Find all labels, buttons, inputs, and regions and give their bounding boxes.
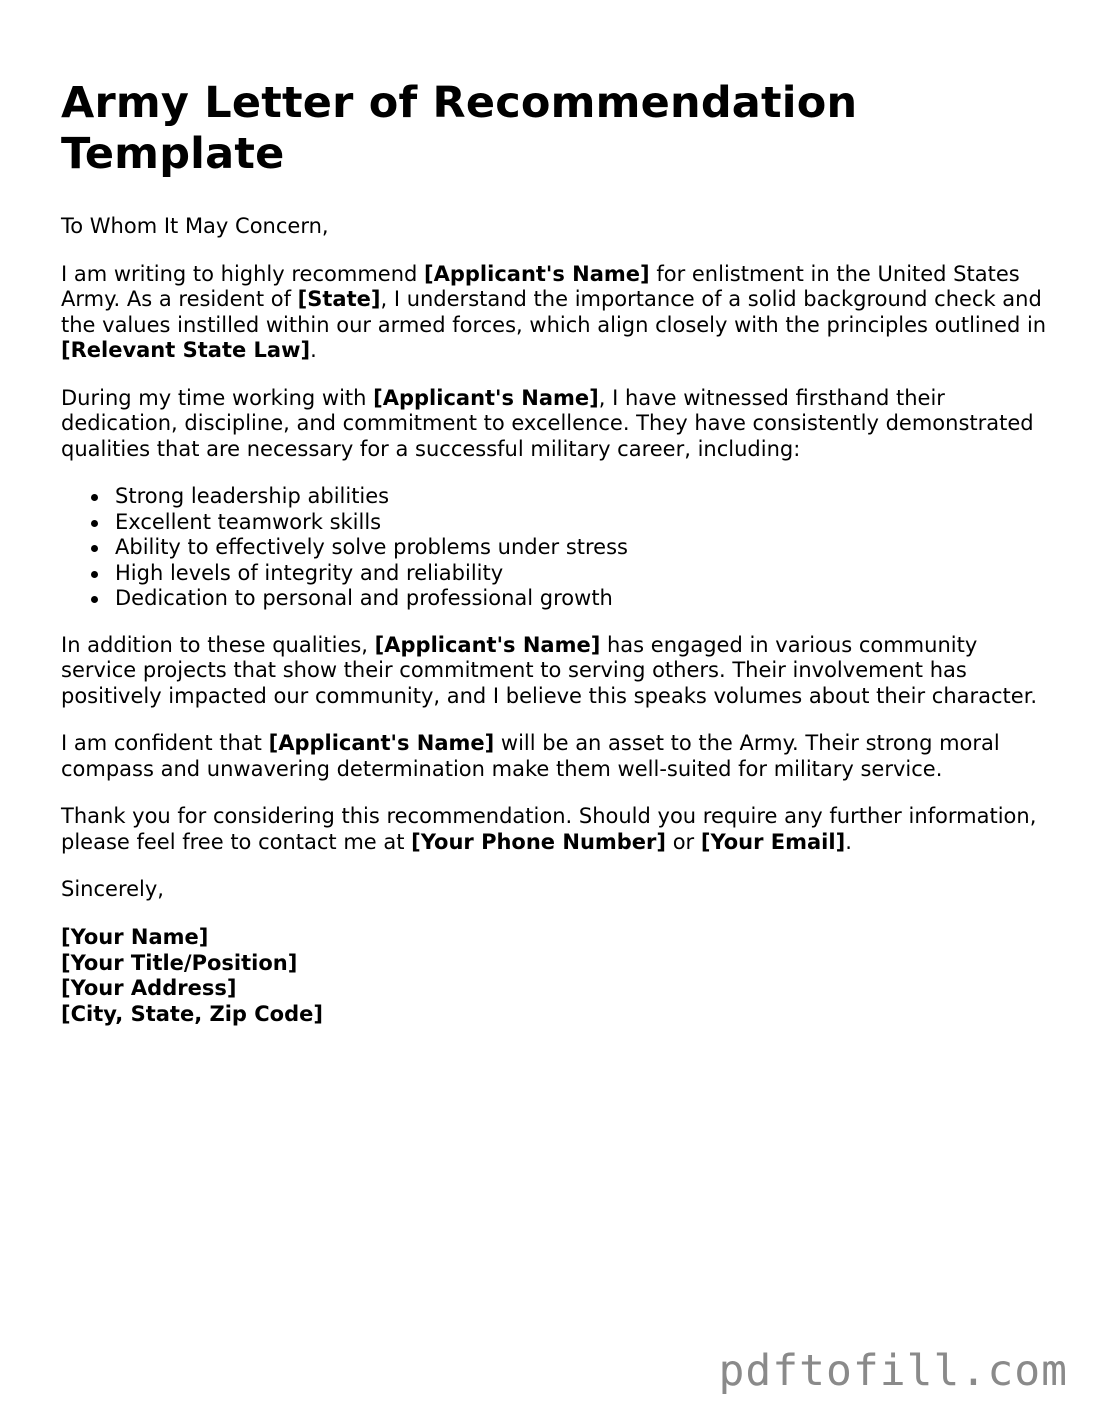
paragraph-intro: [61, 262, 1051, 364]
paragraph-community: [61, 633, 1051, 710]
list-item: Ability to effectively solve problems under stress: [115, 535, 1051, 561]
paragraph-intro-text-4: .: [310, 338, 317, 362]
signature-name: [Your Name]: [61, 924, 209, 949]
paragraph-community-text-2: has engaged in various community service projects that show their commitment to serving others. Their involvement has positively impacted our community, and I believe this speaks volumes about their character.: [61, 632, 1038, 708]
applicant-name-placeholder: [Applicant's Name]: [373, 385, 599, 410]
paragraph-contact-text-2: or: [666, 829, 701, 854]
applicant-name-placeholder: [Applicant's Name]: [424, 261, 650, 286]
page-title: Army Letter of Recommendation Template: [61, 78, 858, 179]
paragraph-intro-text-3: , I understand the importance of a solid background check and the values instilled within our armed forces, which align closely with the principles outlined in: [61, 287, 1047, 337]
list-item: Strong leadership abilities: [115, 484, 1051, 510]
signature-city: [City, State, Zip Code]: [61, 1001, 323, 1026]
paragraph-confidence: [61, 731, 1051, 782]
list-item: High levels of integrity and reliability: [115, 561, 1051, 587]
signature-block: [61, 925, 1051, 1027]
email-placeholder: [Your Email]: [700, 829, 846, 854]
paragraph-intro-text-2: for enlistment in the United States Army. As a resident of: [61, 261, 1020, 311]
paragraph-intro-text-1: I am writing to highly recommend: [61, 261, 425, 286]
phone-placeholder: [Your Phone Number]: [411, 829, 667, 854]
applicant-name-placeholder: [Applicant's Name]: [268, 731, 495, 756]
paragraph-contact-text-3: .: [845, 829, 852, 854]
salutation: To Whom It May Concern,: [61, 214, 329, 238]
paragraph-confidence-text-1: I am confident that: [61, 731, 269, 756]
paragraph-experience: [61, 386, 1051, 463]
qualities-list: [61, 484, 1051, 612]
paragraph-confidence-text-2: will be an asset to the Army. Their strong moral compass and unwavering determination make them well-suited for military service.: [61, 731, 1000, 781]
list-item: Dedication to personal and professional growth: [115, 586, 1051, 612]
watermark: pdftofill.com: [718, 1346, 1068, 1396]
signature-title: [Your Title/Position]: [61, 950, 298, 975]
paragraph-community-text-1: In addition to these qualities,: [61, 632, 375, 657]
applicant-name-placeholder: [Applicant's Name]: [374, 632, 601, 657]
letter-page: [61, 78, 1051, 1027]
state-law-placeholder: [Relevant State Law]: [61, 338, 311, 362]
list-item: Excellent teamwork skills: [115, 510, 1051, 536]
paragraph-contact-text-1: Thank you for considering this recommendation. Should you require any further information, please feel free to contact me at: [61, 804, 1037, 854]
paragraph-experience-text-1: During my time working with: [61, 385, 374, 410]
closing: Sincerely,: [61, 877, 164, 902]
signature-address: [Your Address]: [61, 976, 237, 1001]
paragraph-experience-text-2: , I have witnessed firsthand their dedication, discipline, and commitment to excellence. They have consistently demonstrated qualities that are necessary for a successful military career, including:: [61, 385, 1034, 461]
state-placeholder: [State]: [297, 287, 381, 311]
paragraph-contact: [61, 804, 1051, 855]
